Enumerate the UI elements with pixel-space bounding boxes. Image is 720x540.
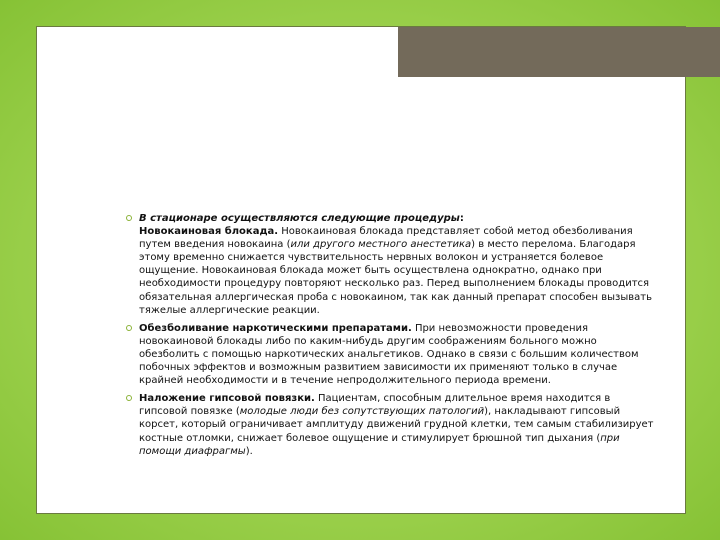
list-item (125, 212, 655, 317)
item-italic-text: при помощи диафрагмы (139, 432, 620, 457)
item-text: Новокаиновая блокада представляет собой метод обезболивания путем введения новокаина ( (139, 226, 633, 251)
bullet-circle-icon (126, 395, 132, 401)
list-item (125, 322, 655, 387)
item-heading: Новокаиновая блокада. (139, 226, 279, 238)
content-list (125, 212, 655, 463)
item-heading: Наложение гипсовой повязки. (139, 393, 315, 405)
slide (36, 26, 686, 514)
title-block (398, 27, 720, 77)
item-text: ), накладывают гипсовый корсет, который ограничивает амплитуду движений грудной клетки, тем самым стабилизирует костные отломки, снижает болевое ощущение и стимулирует брюшной тип дыхания ( (139, 406, 654, 444)
bullet-circle-icon (126, 325, 132, 331)
item-italic-text: молодые люди без сопутствующих патологий (239, 406, 485, 418)
bullet-circle-icon (126, 215, 132, 221)
item-text: ) в место перелома. Благодаря этому временно снижается чувствительность нервных волокон и устраняется болевое ощущение. Новокаиновая блокада может быть осуществлена однократно, однако при необходимости процедуру повторяют несколько раз. Перед выполнением блокады проводится обязательная аллергическая проба с новокаином, так как данный препарат способен вызывать тяжелые аллергические реакции. (139, 239, 652, 316)
item-text: Пациентам, способным длительное время находится в гипсовой повязке ( (139, 393, 611, 418)
item-heading: Обезболивание наркотическими препаратами. (139, 322, 412, 334)
list-item (125, 392, 655, 457)
intro-colon: : (459, 213, 464, 224)
intro-text: В стационаре осуществляются следующие процедуры (139, 213, 460, 224)
item-italic-text: или другого местного анестетика (290, 239, 472, 251)
item-text: ). (245, 445, 253, 457)
item-text: При невозможности проведения новокаиновой блокады либо по каким-нибудь другим соображениям больного можно обезболить с помощью наркотических анальгетиков. Однако в связи с большим количеством побочных эффектов и возможным развитием зависимости их применяют только в случае крайней необходимости и в течение непродолжительного периода времени. (139, 322, 639, 387)
